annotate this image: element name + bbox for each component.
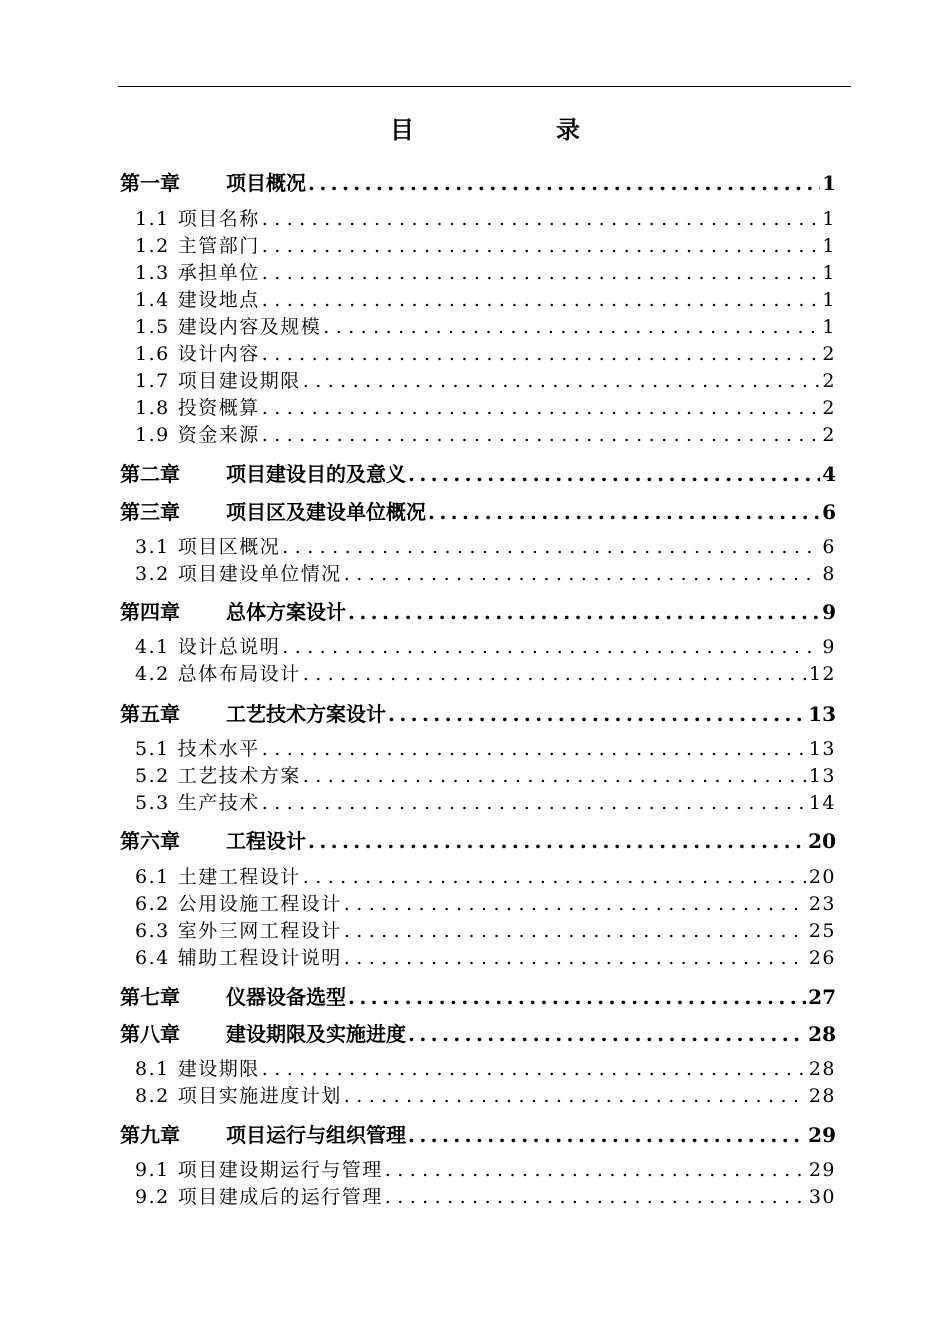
toc-dot-leader [262, 260, 821, 287]
toc-section-entry[interactable] [135, 368, 836, 395]
toc-dot-leader [303, 368, 821, 395]
toc-title-char-2: 录 [556, 115, 580, 144]
toc-page-number: 9 [822, 636, 836, 658]
toc-section-entry[interactable] [135, 233, 836, 260]
toc-page-number: 4 [822, 462, 836, 486]
toc-section-entry[interactable] [135, 561, 836, 588]
toc-entry-title: 设计总说明 [177, 636, 281, 658]
toc-page-number: 1 [822, 208, 836, 230]
toc-page-number: 8 [822, 563, 836, 585]
toc-section-entry[interactable] [135, 287, 836, 314]
toc-section-entry[interactable] [135, 891, 836, 918]
toc-entry-title: 项目建设目的及意义 [226, 462, 406, 486]
toc-entry-number: 1.2 [135, 235, 170, 257]
toc-entry-number: 第五章 [120, 702, 180, 726]
toc-dot-leader [408, 1019, 806, 1049]
toc-dot-leader [344, 945, 807, 972]
toc-page-number: 25 [808, 920, 836, 942]
toc-entry-title: 设计内容 [177, 343, 260, 365]
toc-entry-title: 项目名称 [177, 208, 260, 230]
toc-entry-title: 项目实施进度计划 [177, 1085, 342, 1107]
toc-entry-number: 1.3 [135, 262, 170, 284]
toc-page-number: 1 [822, 316, 836, 338]
toc-page-number: 26 [808, 947, 836, 969]
toc-entry-number: 1.9 [135, 424, 170, 446]
toc-dot-leader [344, 891, 807, 918]
toc-entry-number: 5.1 [135, 738, 170, 760]
toc-page-number: 12 [808, 663, 836, 685]
toc-entry-number: 1.5 [135, 316, 170, 338]
header-rule [118, 86, 851, 87]
toc-chapter-entry[interactable] [120, 699, 836, 729]
toc-entry-number: 1.6 [135, 343, 170, 365]
toc-page-number: 2 [822, 397, 836, 419]
toc-section-entry[interactable] [135, 763, 836, 790]
toc-section-entry[interactable] [135, 314, 836, 341]
toc-page-number: 20 [808, 866, 836, 888]
toc-entry-number: 8.2 [135, 1085, 170, 1107]
toc-section-entry[interactable] [135, 395, 836, 422]
toc-dot-leader [308, 168, 820, 198]
toc-entry-title: 项目区及建设单位概况 [226, 500, 426, 524]
toc-entry-number: 第三章 [120, 500, 180, 524]
toc-entry-title: 项目建设期运行与管理 [177, 1159, 383, 1181]
toc-entry-title: 土建工程设计 [177, 866, 301, 888]
toc-dot-leader [262, 1056, 807, 1083]
toc-chapter-entry[interactable] [120, 497, 836, 527]
toc-entry-title: 项目建设单位情况 [177, 563, 342, 585]
toc-entry-number: 第六章 [120, 829, 180, 853]
toc-dot-leader [388, 699, 806, 729]
toc-entry-title: 工艺技术方案设计 [226, 702, 386, 726]
toc-dot-leader [408, 1120, 806, 1150]
toc-entry-number: 第八章 [120, 1022, 180, 1046]
toc-entry-number: 6.4 [135, 947, 170, 969]
toc-page-number: 6 [822, 500, 836, 524]
toc-entry-number: 1.1 [135, 208, 170, 230]
toc-entry-title: 仪器设备选型 [226, 985, 346, 1009]
toc-entry-title: 建设内容及规模 [177, 316, 322, 338]
toc-entry-number: 5.3 [135, 792, 170, 814]
toc-section-entry[interactable] [135, 1056, 836, 1083]
toc-entry-title: 总体方案设计 [226, 600, 346, 624]
toc-entry-number: 第七章 [120, 985, 180, 1009]
toc-section-entry[interactable] [135, 790, 836, 817]
toc-entry-title: 项目区概况 [177, 536, 281, 558]
toc-section-entry[interactable] [135, 1157, 836, 1184]
toc-page-number: 28 [808, 1022, 836, 1046]
toc-entry-title: 工艺技术方案 [177, 765, 301, 787]
toc-entry-title: 辅助工程设计说明 [177, 947, 342, 969]
toc-entry-title: 项目建成后的运行管理 [177, 1186, 383, 1208]
toc-entry-title: 建设期限及实施进度 [226, 1022, 406, 1046]
toc-entry-number: 第四章 [120, 600, 180, 624]
toc-entry-number: 9.2 [135, 1186, 170, 1208]
toc-section-entry[interactable] [135, 534, 836, 561]
toc-page-number: 30 [808, 1186, 836, 1208]
toc-entry-number: 6.2 [135, 893, 170, 915]
toc-section-entry[interactable] [135, 661, 836, 688]
toc-page-number: 13 [808, 702, 836, 726]
toc-dot-leader [385, 1184, 807, 1211]
toc-entry-number: 3.1 [135, 536, 170, 558]
toc-chapter-entry[interactable] [120, 982, 836, 1012]
toc-page-number: 2 [822, 370, 836, 392]
toc-entry-title: 公用设施工程设计 [177, 893, 342, 915]
toc-page-number: 13 [808, 765, 836, 787]
toc-dot-leader [323, 314, 820, 341]
toc-dot-leader [262, 395, 821, 422]
toc-entry-number: 第一章 [120, 171, 180, 195]
toc-page-number: 23 [808, 893, 836, 915]
toc-page-number: 1 [822, 289, 836, 311]
toc-dot-leader [303, 763, 807, 790]
toc-entry-number: 第九章 [120, 1123, 180, 1147]
toc-entry-number: 4.1 [135, 636, 170, 658]
toc-entry-number: 8.1 [135, 1058, 170, 1080]
toc-dot-leader [282, 534, 820, 561]
toc-chapter-entry[interactable] [120, 459, 836, 489]
toc-chapter-entry[interactable] [120, 168, 836, 198]
toc-entry-number: 4.2 [135, 663, 170, 685]
toc-entry-title: 工程设计 [226, 829, 306, 853]
toc-dot-leader [348, 597, 820, 627]
toc-entry-title: 生产技术 [177, 792, 260, 814]
toc-section-entry[interactable] [135, 1083, 836, 1110]
toc-chapter-entry[interactable] [120, 1019, 836, 1049]
toc-dot-leader [428, 497, 820, 527]
toc-page-number: 29 [808, 1123, 836, 1147]
toc-entry-title: 建设地点 [177, 289, 260, 311]
toc-dot-leader [385, 1157, 807, 1184]
toc-dot-leader [308, 826, 806, 856]
toc-entry-number: 6.3 [135, 920, 170, 942]
toc-entry-number: 3.2 [135, 563, 170, 585]
toc-dot-leader [282, 634, 820, 661]
toc-section-entry[interactable] [135, 260, 836, 287]
toc-dot-leader [262, 233, 821, 260]
toc-page-number: 6 [822, 536, 836, 558]
toc-dot-leader [262, 422, 821, 449]
toc-entry-number: 1.8 [135, 397, 170, 419]
toc-entry-title: 项目建设期限 [177, 370, 301, 392]
toc-dot-leader [344, 1083, 807, 1110]
toc-entry-title: 资金来源 [177, 424, 260, 446]
toc-page-number: 28 [808, 1085, 836, 1107]
toc-title-char-1: 目 [390, 115, 414, 144]
toc-title [0, 112, 950, 148]
toc-section-entry[interactable] [135, 736, 836, 763]
toc-dot-leader [262, 736, 807, 763]
toc-dot-leader [262, 287, 821, 314]
toc-entry-title: 技术水平 [177, 738, 260, 760]
toc-page-number: 1 [822, 262, 836, 284]
toc-section-entry[interactable] [135, 864, 836, 891]
toc-entry-number: 1.7 [135, 370, 170, 392]
toc-page-number: 2 [822, 343, 836, 365]
toc-entry-number: 5.2 [135, 765, 170, 787]
toc-page-number: 20 [808, 829, 836, 853]
toc-page-number: 28 [808, 1058, 836, 1080]
toc-chapter-entry[interactable] [120, 826, 836, 856]
toc-page-number: 14 [808, 792, 836, 814]
toc-page-number: 27 [808, 985, 836, 1009]
toc-entry-title: 主管部门 [177, 235, 260, 257]
toc-dot-leader [262, 790, 807, 817]
toc-section-entry[interactable] [135, 1184, 836, 1211]
toc-entry-number: 1.4 [135, 289, 170, 311]
toc-dot-leader [408, 459, 820, 489]
toc-section-entry[interactable] [135, 341, 836, 368]
toc-section-entry[interactable] [135, 422, 836, 449]
toc-chapter-entry[interactable] [120, 597, 836, 627]
toc-section-entry[interactable] [135, 945, 836, 972]
toc-entry-title: 总体布局设计 [177, 663, 301, 685]
toc-page-number: 2 [822, 424, 836, 446]
toc-dot-leader [262, 341, 821, 368]
toc-section-entry[interactable] [135, 206, 836, 233]
toc-entry-title: 建设期限 [177, 1058, 260, 1080]
toc-dot-leader [303, 864, 807, 891]
toc-dot-leader [344, 918, 807, 945]
toc-dot-leader [262, 206, 821, 233]
toc-entry-title: 项目概况 [226, 171, 306, 195]
toc-page-number: 1 [822, 235, 836, 257]
toc-section-entry[interactable] [135, 918, 836, 945]
toc-dot-leader [348, 982, 806, 1012]
toc-entry-number: 6.1 [135, 866, 170, 888]
toc-chapter-entry[interactable] [120, 1120, 836, 1150]
toc-dot-leader [303, 661, 807, 688]
toc-entry-title: 承担单位 [177, 262, 260, 284]
toc-entry-title: 投资概算 [177, 397, 260, 419]
toc-page-number: 29 [808, 1159, 836, 1181]
toc-page-number: 9 [822, 600, 836, 624]
toc-dot-leader [344, 561, 821, 588]
toc-page-number: 1 [822, 171, 836, 195]
toc-entry-number: 9.1 [135, 1159, 170, 1181]
toc-page-number: 13 [808, 738, 836, 760]
toc-section-entry[interactable] [135, 634, 836, 661]
toc-entry-title: 室外三网工程设计 [177, 920, 342, 942]
toc-entry-title: 项目运行与组织管理 [226, 1123, 406, 1147]
toc-entry-number: 第二章 [120, 462, 180, 486]
